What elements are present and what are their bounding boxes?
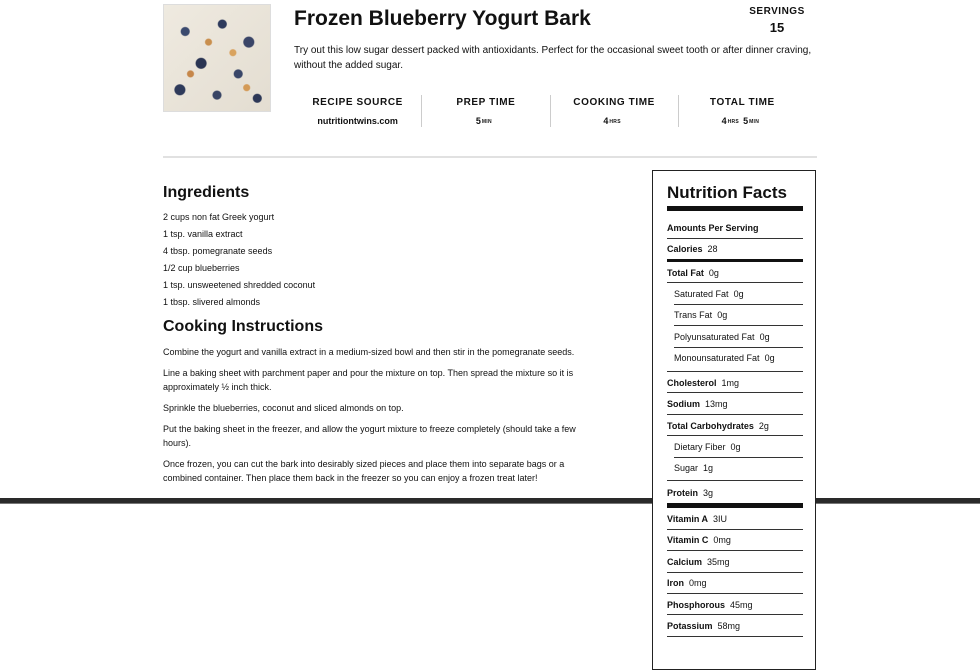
- nutrition-row-iron: Iron 0mg: [667, 577, 803, 594]
- recipe-stats: [294, 95, 806, 127]
- recipe-photo: [163, 4, 271, 112]
- nutrition-facts-panel: [652, 170, 816, 670]
- ingredient-item: 1 tbsp. slivered almonds: [163, 297, 261, 307]
- servings-label: SERVINGS: [749, 6, 805, 17]
- recipe-title: Frozen Blueberry Yogurt Bark: [294, 7, 591, 30]
- total-hours-value: 4: [721, 116, 727, 126]
- nutrition-thick-rule: [667, 503, 803, 508]
- nutrition-row-dietary-fiber: Dietary Fiber 0g: [674, 441, 803, 458]
- instruction-step: Sprinkle the blueberries, coconut and sliced almonds on top.: [163, 403, 404, 413]
- stat-label: RECIPE SOURCE: [312, 97, 403, 108]
- total-minutes-unit: MIN: [749, 119, 760, 125]
- stat-cooking-time: [550, 95, 678, 127]
- nutrition-title: Nutrition Facts: [667, 183, 787, 202]
- servings-block: [740, 6, 814, 35]
- amounts-per-serving: Amounts Per Serving: [667, 222, 803, 239]
- instruction-step: Once frozen, you can cut the bark into desirably sized pieces and place them into separate bags or a combined container. Then place them back in the freezer so you can enjoy a frozen treat later!: [163, 459, 565, 483]
- cook-time-unit: HRS: [609, 119, 621, 125]
- nutrition-row-potassium: Potassium 58mg: [667, 620, 803, 637]
- nutrition-row-polyunsaturated-fat: Polyunsaturated Fat 0g: [674, 331, 803, 348]
- nutrition-row-monounsaturated-fat: Monounsaturated Fat 0g: [667, 352, 803, 372]
- ingredients-list: [163, 211, 315, 313]
- nutrition-thick-rule: [667, 206, 803, 211]
- ingredient-item: 1 tsp. vanilla extract: [163, 229, 243, 239]
- nutrition-row-sodium: Sodium 13mg: [667, 398, 803, 415]
- ingredient-item: 1/2 cup blueberries: [163, 263, 240, 273]
- stat-label: COOKING TIME: [573, 97, 655, 108]
- nutrition-row-phosphorous: Phosphorous 45mg: [667, 599, 803, 615]
- nutrition-row-saturated-fat: Saturated Fat 0g: [674, 288, 803, 305]
- nutrition-row-vitamin-a: Vitamin A 3IU: [667, 513, 803, 530]
- page-band: [0, 498, 980, 504]
- instructions-list: [163, 345, 593, 492]
- stat-recipe-source: [294, 95, 421, 127]
- section-divider: [163, 156, 817, 158]
- stat-total-time: [678, 95, 806, 127]
- cook-time-value: 4: [603, 116, 609, 126]
- nutrition-thick-rule: [667, 259, 803, 262]
- stat-label: PREP TIME: [456, 97, 516, 108]
- total-minutes-value: 5: [743, 116, 749, 126]
- ingredient-item: 4 tbsp. pomegranate seeds: [163, 246, 273, 256]
- nutrition-row-total-carbohydrates: Total Carbohydrates 2g: [667, 420, 803, 436]
- stat-label: TOTAL TIME: [709, 97, 775, 108]
- nutrition-row-sugar: Sugar 1g: [667, 462, 803, 481]
- nutrition-row-calories: Calories 28: [667, 244, 718, 254]
- instruction-step: Combine the yogurt and vanilla extract in a medium-sized bowl and then stir in the pomegranate seeds.: [163, 347, 575, 357]
- stat-prep-time: [421, 95, 549, 127]
- instruction-step: Put the baking sheet in the freezer, and allow the yogurt mixture to freeze completely (should take a few hours).: [163, 424, 576, 448]
- nutrition-row-vitamin-c: Vitamin C 0mg: [667, 534, 803, 551]
- ingredient-item: 2 cups non fat Greek yogurt: [163, 212, 275, 222]
- stat-value: [679, 116, 806, 126]
- ingredients-heading: Ingredients: [163, 184, 250, 201]
- stat-value: [551, 116, 678, 126]
- recipe-source-link[interactable]: nutritiontwins.com: [317, 116, 398, 126]
- stat-value: [422, 116, 549, 126]
- nutrition-row-cholesterol: Cholesterol 1mg: [667, 377, 803, 393]
- prep-time-unit: MIN: [481, 119, 492, 125]
- recipe-description: Try out this low sugar dessert packed with antioxidants. Perfect for the occasional sweet tooth or after dinner craving, without the added sugar.: [294, 45, 812, 71]
- instructions-heading: Cooking Instructions: [163, 318, 323, 335]
- nutrition-row-trans-fat: Trans Fat 0g: [674, 309, 803, 326]
- ingredient-item: 1 tsp. unsweetened shredded coconut: [163, 280, 316, 290]
- nutrition-row-total-fat: Total Fat 0g: [667, 267, 803, 283]
- nutrition-row-calcium: Calcium 35mg: [667, 556, 803, 573]
- total-hours-unit: HRS: [727, 119, 740, 125]
- servings-value: 15: [769, 20, 785, 35]
- instruction-step: Line a baking sheet with parchment paper and pour the mixture on top. Then spread the mixture so it is approximately ½ inch thick.: [163, 368, 574, 392]
- nutrition-row-protein: Protein 3g: [667, 488, 714, 498]
- prep-time-value: 5: [475, 116, 481, 126]
